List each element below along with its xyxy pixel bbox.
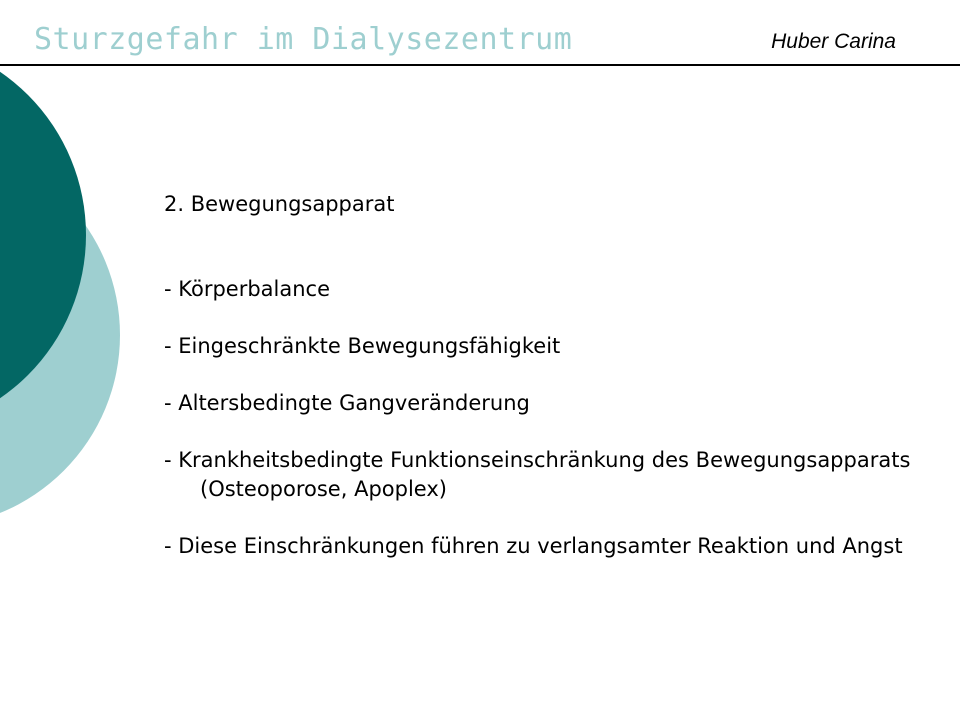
bullet-item: - Altersbedingte Gangveränderung [164, 391, 530, 415]
slide-content [164, 190, 924, 561]
bullet-item: - Körperbalance [164, 277, 331, 301]
bullet-item: - Krankheitsbedingte Funktionseinschränkung des Bewegungsapparats (Osteoporose, Apoplex) [164, 448, 911, 501]
slide-title: Sturzgefahr im Dialysezentrum [34, 22, 573, 57]
bullet-item: - Eingeschränkte Bewegungsfähigkeit [164, 334, 561, 358]
header-divider [0, 64, 960, 66]
author-name: Huber Carina [771, 30, 896, 53]
bullet-item: - Diese Einschränkungen führen zu verlangsamter Reaktion und Angst [164, 534, 903, 558]
bullet-list [164, 275, 924, 561]
section-heading: 2. Bewegungsapparat [164, 192, 395, 216]
